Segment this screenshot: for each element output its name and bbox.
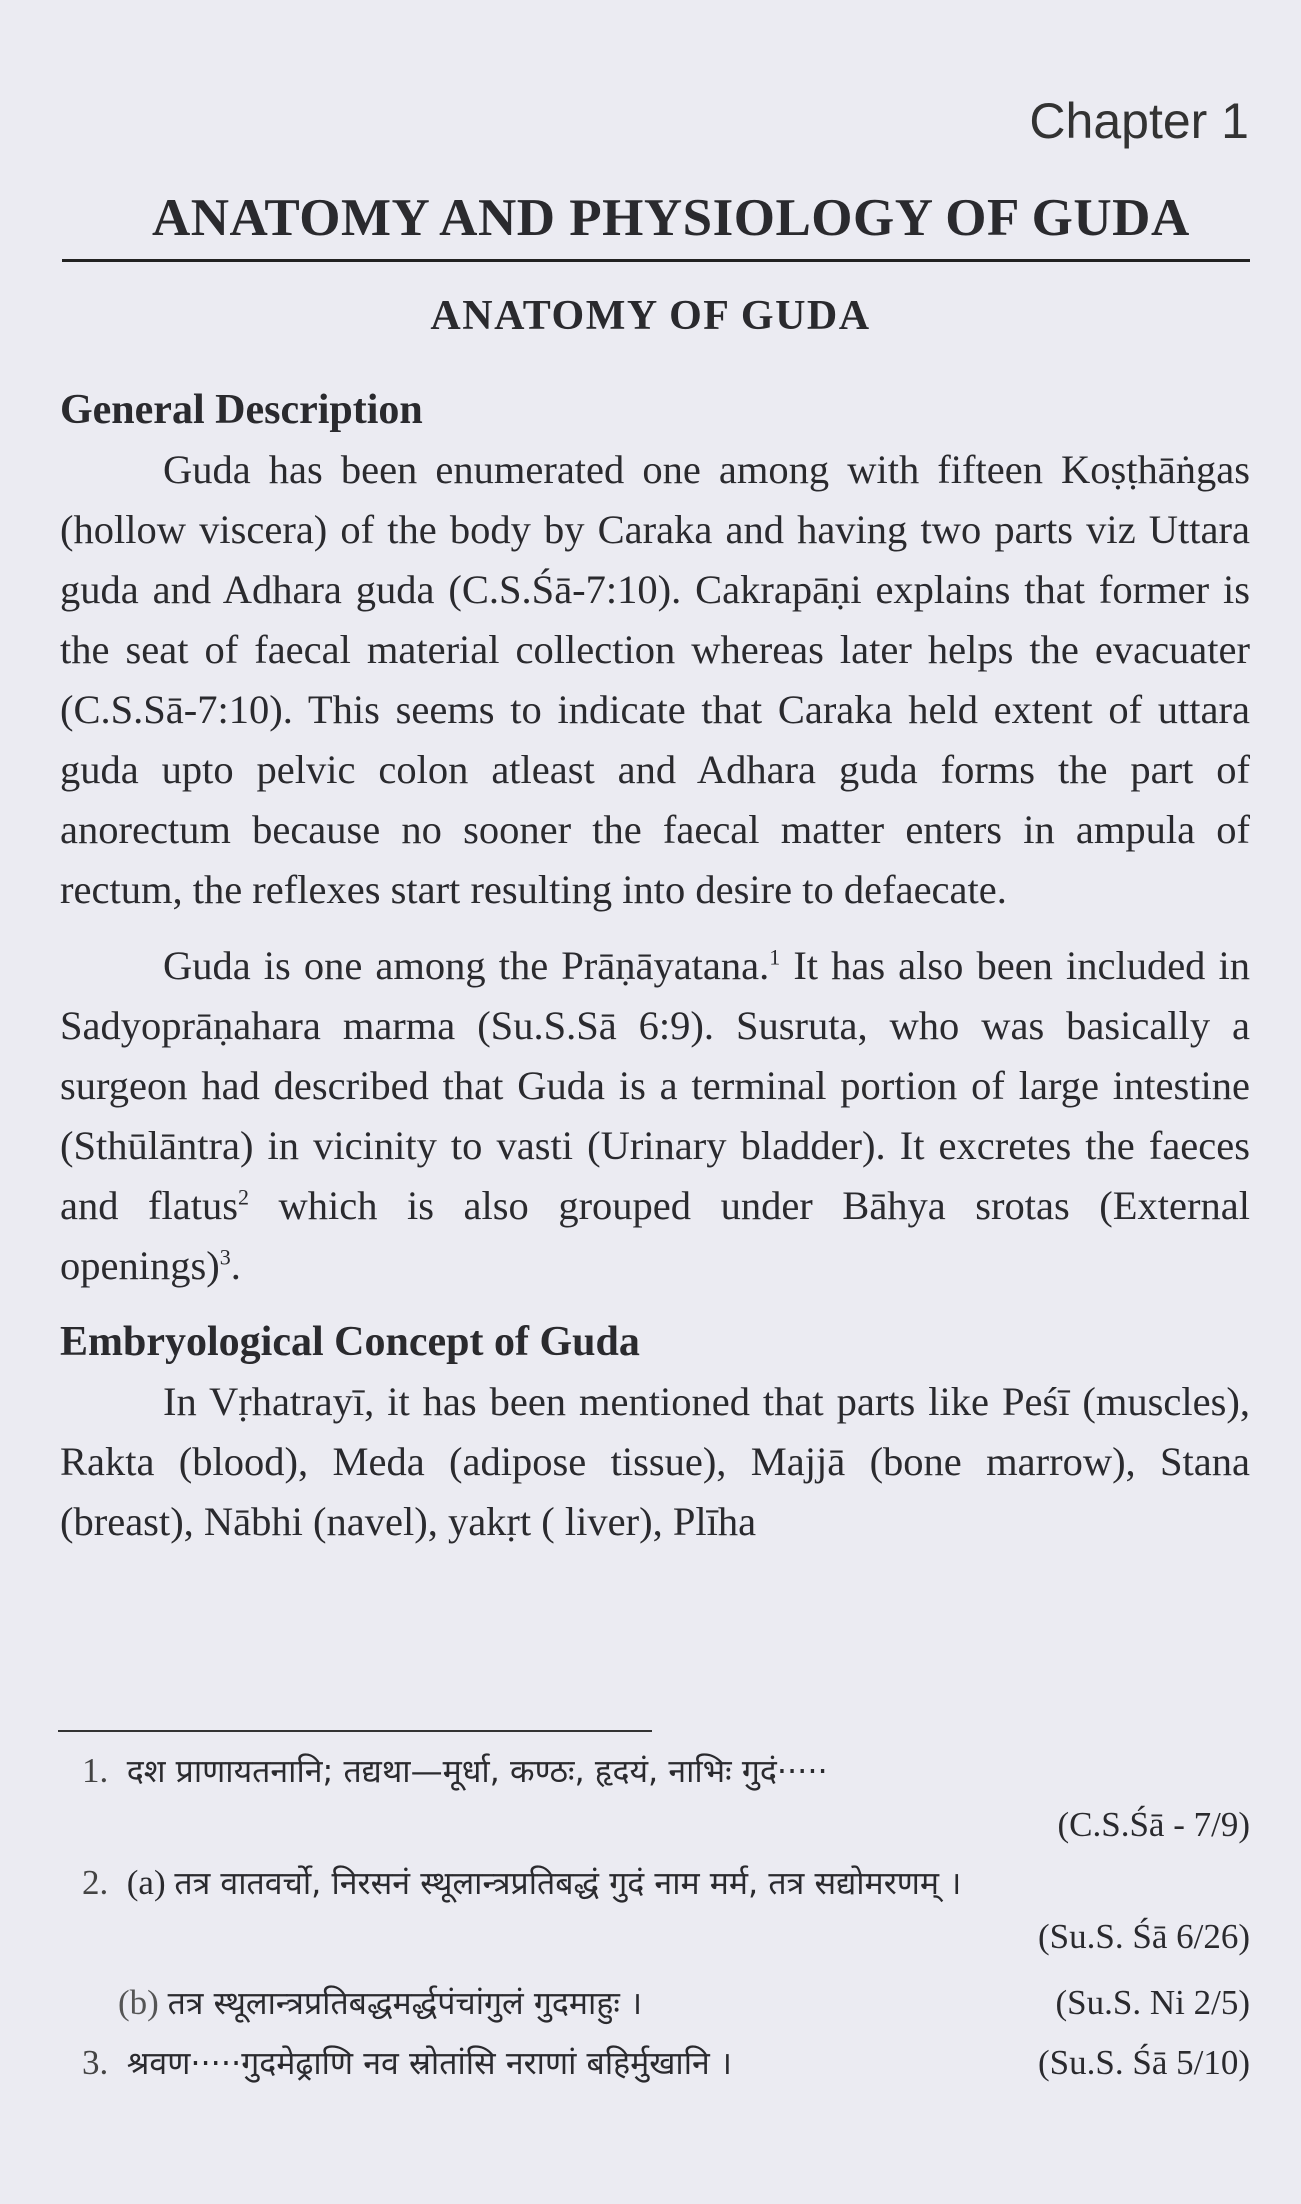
paragraph-2: Guda is one among the Prāṇāyatana.$^1$ It has also been included in Sadyoprāṇahara marma (Su.S.Sā 6:9). Susruta, who was basically a surgeon had described that Guda is a terminal portion of large intestine (Sthūlāntra) in vicinity to vasti (Urinary bladder). It excretes the faeces and flatus$^2$ which is also grouped under Bāhya srotas (External openings)$^3$.	[60, 943, 1250, 1288]
chapter-title: ANATOMY AND PHYSIOLOGY OF GUDA	[152, 189, 1190, 247]
main-text	[60, 380, 1250, 1552]
general-description-heading: General Description	[60, 387, 423, 433]
footnote-1-ref: (C.S.Śā - 7/9)	[1057, 1805, 1250, 1844]
title-rule	[62, 259, 1250, 262]
footnote-2b-ref: (Su.S. Ni 2/5)	[1055, 1983, 1250, 2022]
footnote-1: 1. दश प्राणायतनानि; तद्यथा—मूर्धा, कण्ठः, हृदयं, नाभिः गुदं·····	[82, 1751, 828, 1790]
footnote-2a: 2. (a) तत्र वातवर्चो, निरसनं स्थूलान्त्रप्रतिबद्धं गुदं नाम मर्म, तत्र सद्योमरणम् ।	[82, 1863, 962, 1902]
footnote-3: 3. श्रवण·····गुदमेढ्राणि नव स्रोतांसि नराणां बहिर्मुखानि । (Su.S. Śā 5/10)	[82, 2038, 1250, 2088]
footnote-rule	[58, 1730, 652, 1732]
paragraph-3: In Vṛhatrayī, it has been mentioned that parts like Peśī (muscles), Rakta (blood), Meda (adipose tissue), Majjā (bone marrow), Stana (breast), Nābhi (navel), yakṛt ( liver), Plīha	[60, 1379, 1250, 1544]
footnote-2b: (b) तत्र स्थूलान्त्रप्रतिबद्धमर्द्धपंचांगुलं गुदमाहुः । (Su.S. Ni 2/5)	[118, 1978, 1250, 2028]
embryological-heading: Embryological Concept of Guda	[60, 1319, 640, 1365]
footnote-2a-ref: (Su.S. Śā 6/26)	[1038, 1917, 1250, 1956]
chapter-label: Chapter 1	[1029, 93, 1249, 149]
footnote-3-ref: (Su.S. Śā 5/10)	[1038, 2043, 1250, 2082]
paragraph-1: Guda has been enumerated one among with fifteen Koṣṭhāṅgas (hollow viscera) of the body by Caraka and having two parts viz Uttara guda and Adhara guda (C.S.Śā-7:10). Cakrapāṇi explains that former is the seat of faecal material collection whereas later helps the evacuater (C.S.Sā-7:10). This seems to indicate that Caraka held extent of uttara guda upto pelvic colon atleast and Adhara guda forms the part of anorectum because no sooner the faecal matter enters in ampula of rectum, the reflexes start resulting into desire to defaecate.	[60, 447, 1250, 912]
section-title: ANATOMY OF GUDA	[430, 293, 871, 339]
